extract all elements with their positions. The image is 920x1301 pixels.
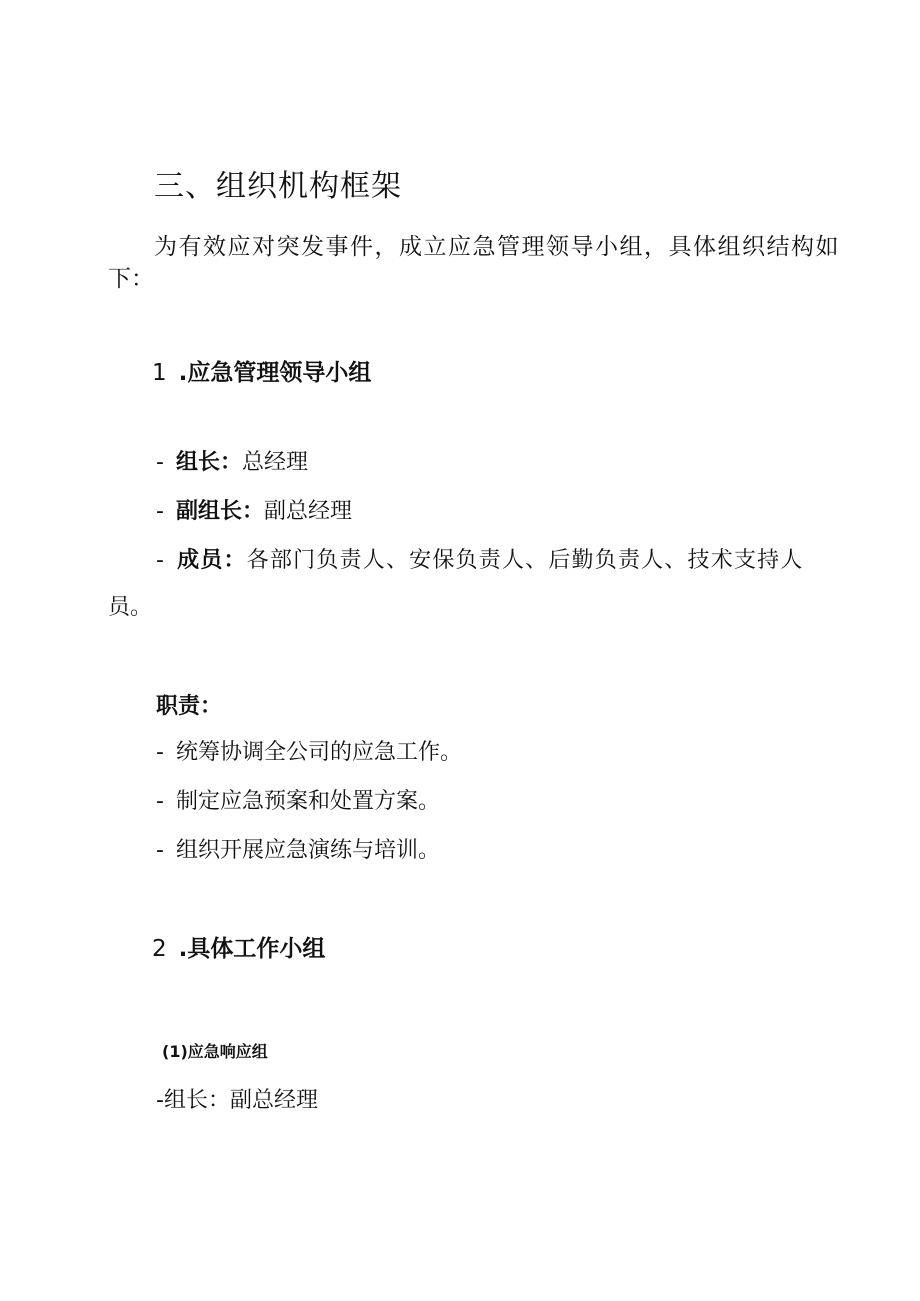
subsection-1-number: 1 [152, 360, 167, 386]
intro-paragraph-line-2: 下： [108, 266, 154, 292]
member-members [156, 550, 804, 572]
member-label: 成员： [177, 548, 247, 573]
bullet-dash: - [156, 838, 164, 863]
subgroup-leader-line: -组长：副总经理 [156, 1088, 318, 1113]
subsection-2-heading [152, 938, 325, 961]
member-label: 组长： [175, 450, 242, 475]
bullet-dash: - [156, 789, 164, 814]
member-value: 副总经理 [263, 499, 352, 524]
subsection-2-title: .具体工作小组 [178, 936, 326, 962]
subsection-1-title: .应急管理领导小组 [178, 360, 372, 386]
subsection-1-heading [152, 362, 371, 385]
bullet-dash: - [156, 499, 164, 524]
bullet-dash: - [156, 450, 164, 475]
member-deputy-leader [156, 501, 352, 523]
duty-item [156, 742, 462, 764]
duty-item [156, 840, 440, 862]
duty-text: 统筹协调全公司的应急工作。 [175, 740, 462, 765]
duty-text: 制定应急预案和处置方案。 [175, 789, 440, 814]
duty-text: 组织开展应急演练与培训。 [175, 838, 440, 863]
duty-item [156, 791, 440, 813]
subsection-2-number: 2 [152, 936, 167, 962]
bullet-dash: - [156, 548, 166, 573]
bullet-dash: - [156, 740, 164, 765]
subgroup-heading: (1)应急响应组 [162, 1042, 268, 1061]
member-value: 各部门负责人、安保负责人、后勤负责人、技术支持人 [246, 548, 804, 573]
section-heading: 三、组织机构框架 [154, 169, 402, 204]
member-value: 总经理 [241, 450, 308, 475]
member-leader [156, 452, 308, 474]
member-label: 副组长： [175, 499, 264, 524]
member-members-continuation: 员。 [108, 595, 153, 620]
duties-title: 职责： [156, 694, 223, 719]
intro-paragraph-line-1: 为有效应对突发事件，成立应急管理领导小组，具体组织结构如 [154, 234, 840, 260]
